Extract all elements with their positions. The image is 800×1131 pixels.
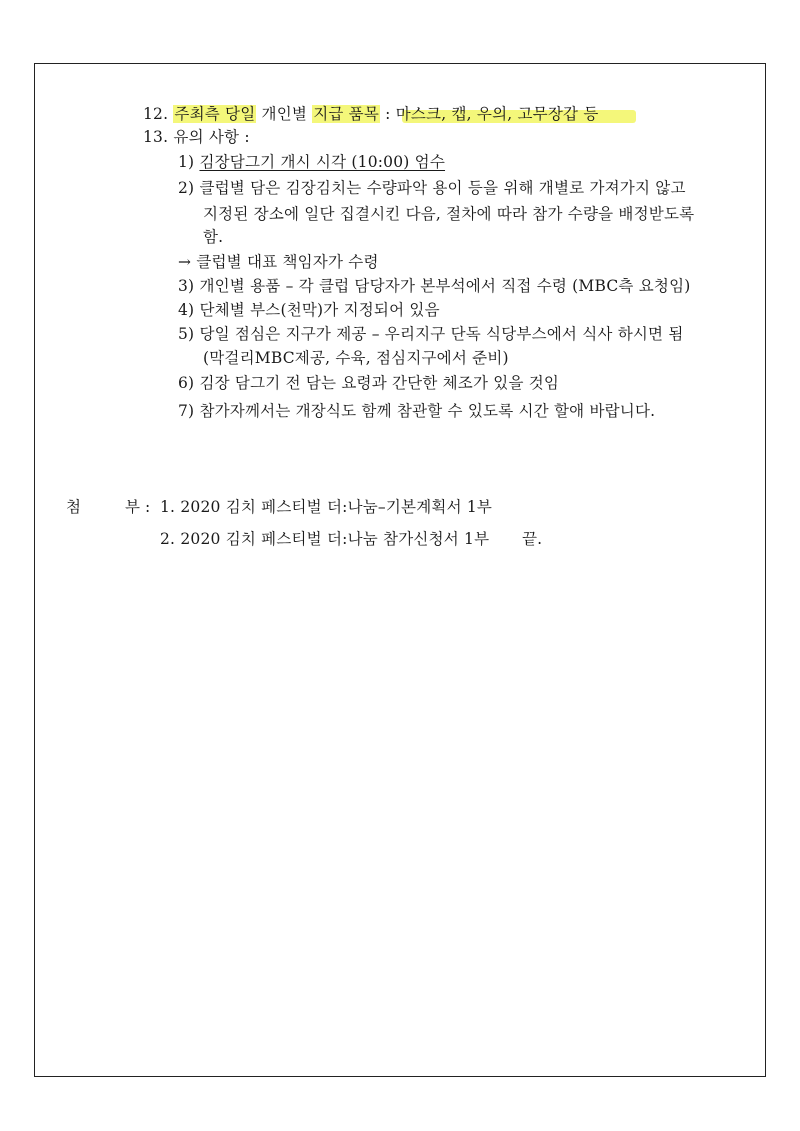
attachment-colon: : [145, 498, 151, 516]
item-13-title: 유의 사항 : [173, 128, 250, 146]
note-1-number: 1) [178, 153, 195, 171]
attachment-item-1 [160, 497, 492, 517]
note-1 [178, 152, 445, 172]
note-arrow [178, 252, 379, 272]
attachment-label-second: 부 [125, 498, 140, 516]
item-12-number: 12. [143, 105, 169, 123]
attachment-item-2-text: 2. 2020 김치 페스티벌 더:나눔 참가신청서 1부 [160, 530, 490, 548]
item-12-text-1: 개인별 [256, 105, 313, 123]
item-12-highlight-1: 주최측 당일 [174, 105, 256, 123]
item-13 [143, 127, 250, 147]
note-2-text-line-2: 지정된 장소에 일단 집결시킨 다음, 절차에 따라 참가 수량을 배정받도록 [203, 205, 695, 223]
item-13-number: 13. [143, 128, 169, 146]
note-7 [178, 401, 655, 421]
item-12-highlight-2: 지급 품목 [313, 105, 380, 123]
end-mark-text: 끝. [522, 530, 543, 548]
note-5-number: 5) [178, 325, 195, 343]
note-5-text-line-2: (막걸리MBC제공, 수육, 점심지구에서 준비) [203, 349, 509, 367]
note-3 [178, 276, 691, 296]
item-12-text-2: : [380, 105, 396, 123]
note-2 [178, 178, 686, 198]
note-4-text: 단체별 부스(천막)가 지정되어 있음 [199, 301, 440, 319]
note-7-text: 참가자께서는 개장식도 함께 참관할 수 있도록 시간 할애 바랍니다. [199, 402, 656, 420]
note-5-text: 당일 점심은 지구가 제공 – 우리지구 단독 식당부스에서 식사 하시면 됨 [199, 325, 684, 343]
note-6 [178, 373, 559, 393]
note-6-text: 김장 담그기 전 담는 요령과 간단한 체조가 있을 것임 [199, 374, 560, 392]
note-2-continued-2 [203, 227, 223, 247]
item-12-highlight-3: 마스크, 캡, 우의, 고무장갑 등 [395, 105, 599, 123]
attachment-item-2 [160, 529, 489, 549]
note-5-continued [203, 348, 509, 368]
note-2-number: 2) [178, 179, 195, 197]
note-3-number: 3) [178, 277, 195, 295]
item-12 [143, 104, 599, 124]
note-1-text: 김장담그기 개시 시각 (10:00) 엄수 [199, 153, 446, 171]
note-2-continued [203, 204, 694, 224]
note-4 [178, 300, 440, 320]
note-arrow-text: 클럽별 대표 책임자가 수령 [196, 253, 379, 271]
note-2-text: 클럽별 담은 김장김치는 수량파악 용이 등을 위해 개별로 가져가지 않고 [199, 179, 686, 197]
note-2-text-line-3: 함. [203, 228, 224, 246]
note-3-text: 개인별 용품 – 각 클럽 담당자가 본부석에서 직접 수령 (MBC측 요청임) [199, 277, 691, 295]
note-4-number: 4) [178, 301, 195, 319]
attachment-label-first: 첨 [66, 498, 81, 516]
note-5 [178, 324, 684, 344]
note-7-number: 7) [178, 402, 195, 420]
end-mark [522, 529, 542, 549]
note-6-number: 6) [178, 374, 195, 392]
attachment-item-1-text: 1. 2020 김치 페스티벌 더:나눔–기본계획서 1부 [160, 498, 493, 516]
arrow-icon: → [178, 253, 192, 271]
